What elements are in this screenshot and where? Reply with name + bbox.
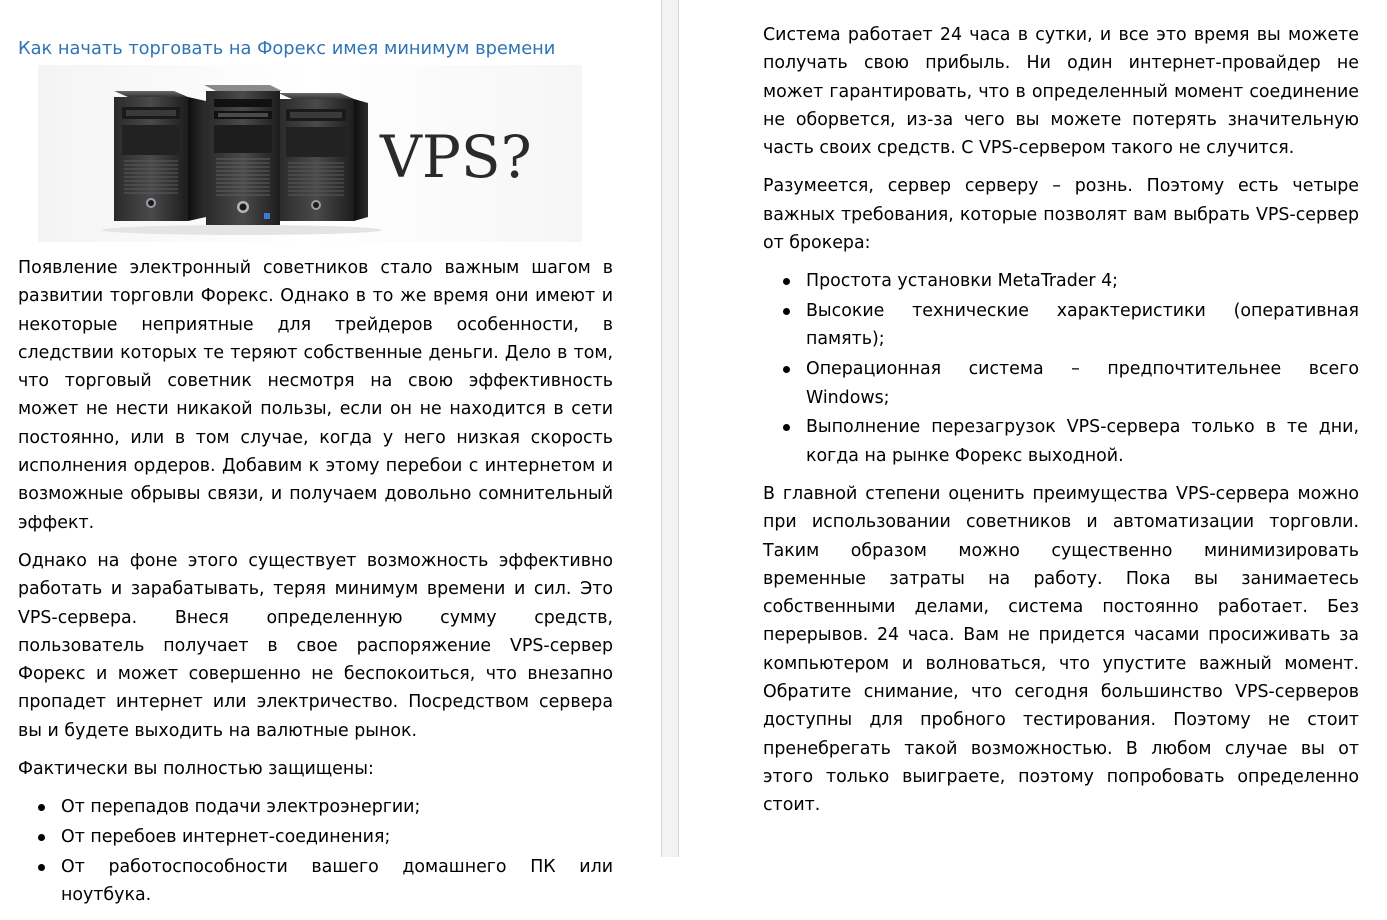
list-item [763,297,1359,354]
bullet-icon [783,424,790,431]
vps-question-text: VPS? [380,123,532,191]
paragraph: Система работает 24 часа в сутки, и все это время вы можете получать свою прибыль. Ни один интернет-провайдер не может гарантировать, что в определенный момент соединение не оборвется, из-за чего вы можете потерять значительную часть своих средств. С VPS-сервером такого не случится. [763,25,1359,159]
requirements-list [763,267,1359,470]
server-right [278,93,368,221]
server-left [114,91,206,221]
list-item-text: Операционная система – предпочтительнее всего Windows; [806,359,1359,408]
paragraph: Фактически вы полностью защищены: [18,759,374,780]
page-gutter [661,0,679,857]
server-center [204,85,282,225]
list-item [763,355,1359,412]
right-page [679,0,1387,857]
article-heading: Как начать торговать на Форекс имея минимум времени [18,38,556,59]
paragraph: Появление электронный советников стало важным шагом в развитии торговли Форекс. Однако в то же время они имеют и некоторые неприятные для трейдеров особенности, в следствии которых те теряют собственные деньги. Дело в том, что торговый советник несмотря на свою эффективность может не нести никакой пользы, если он не находится в сети постоянно, или в том случае, когда у него низкая скорость исполнения ордеров. Добавим к этому перебои с интернетом и возможные обрывы связи, и получаем довольно сомнительный эффект. [18,258,613,533]
list-item-text: От перебоев интернет-соединения; [61,827,391,848]
list-item-text: От перепадов подачи электроэнергии; [61,797,421,818]
bullet-icon [783,308,790,315]
bullet-icon [783,278,790,285]
protection-list [18,793,613,909]
vps-servers-image [38,65,582,242]
list-item-text: Высокие технические характеристики (оперативная память); [806,301,1359,350]
list-item [763,267,1359,295]
list-item [18,823,613,851]
list-item-text: Выполнение перезагрузок VPS-сервера только в те дни, когда на рынке Форекс выходной. [806,417,1359,466]
list-item-text: Простота установки MetaTrader 4; [806,271,1119,292]
closing-paragraph: В главной степени оценить преимущества VPS-сервера можно при использовании советников и автоматизации торговли. Таким образом можно существенно минимизировать временные затраты на работу. Пока вы занимаетесь собственными делами, система постоянно работает. Без перерывов. 24 часа. Вам не придется часами просиживать за компьютером и волноваться, что упустите важный момент. Обратите снимание, что сегодня большинство VPS-серверов доступны для пробного тестирования. Поэтому не стоит пренебрегать такой возможностью. В любом случае вы от этого только выиграете, поэтому попробовать определенно стоит. [763,483,1359,816]
servers-illustration [38,65,582,242]
right-column [763,21,1359,830]
left-page [0,0,661,906]
list-item [18,853,613,910]
list-item [18,793,613,821]
bullet-icon [783,366,790,373]
left-column [18,36,613,920]
list-item-text: От работоспособности вашего домашнего ПК или ноутбука. [61,856,613,906]
list-item [763,413,1359,470]
bullet-icon [38,864,45,871]
paragraph: Однако на фоне этого существует возможность эффективно работать и зарабатывать, теряя минимум времени и сил. Это VPS-сервера. Внеся определенную сумму средств, пользователь получает в свое распоряжение VPS-сервер Форекс и может совершенно не беспокоиться, что внезапно пропадет интернет или электричество. Посредством сервера вы и будете выходить на валютные рынок. [18,550,613,741]
bullet-icon [38,804,45,811]
bullet-icon [38,834,45,841]
paragraph: Разумеется, сервер серверу – рознь. Поэтому есть четыре важных требования, которые позволят вам выбрать VPS-сервер от брокера: [763,176,1359,254]
